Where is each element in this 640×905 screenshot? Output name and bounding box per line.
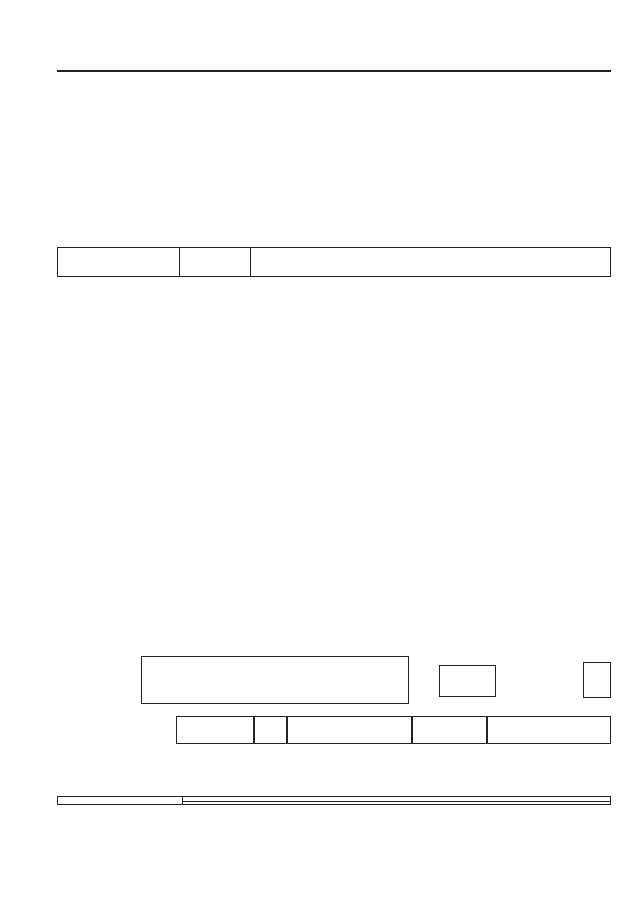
orig-code-cell xyxy=(412,716,487,744)
continuation-table xyxy=(57,70,611,72)
continuation-text-cell xyxy=(187,71,611,72)
original-cell xyxy=(176,716,254,744)
original-mark xyxy=(254,716,287,744)
function-name-box xyxy=(141,656,409,704)
additional-characteristics-table xyxy=(57,247,611,277)
header-doc xyxy=(58,248,180,277)
labor-actions-label xyxy=(58,797,183,805)
labor-actions-table xyxy=(57,796,611,805)
header-name xyxy=(251,248,611,277)
continuation-empty-cell xyxy=(58,71,187,72)
labor-action-row xyxy=(183,802,611,805)
reg-number-cell xyxy=(487,716,611,744)
header-code xyxy=(180,248,251,277)
borrowed-cell xyxy=(287,716,412,744)
table-header-row xyxy=(58,248,611,277)
function-code-box xyxy=(439,665,496,697)
level-value-box xyxy=(583,662,611,698)
